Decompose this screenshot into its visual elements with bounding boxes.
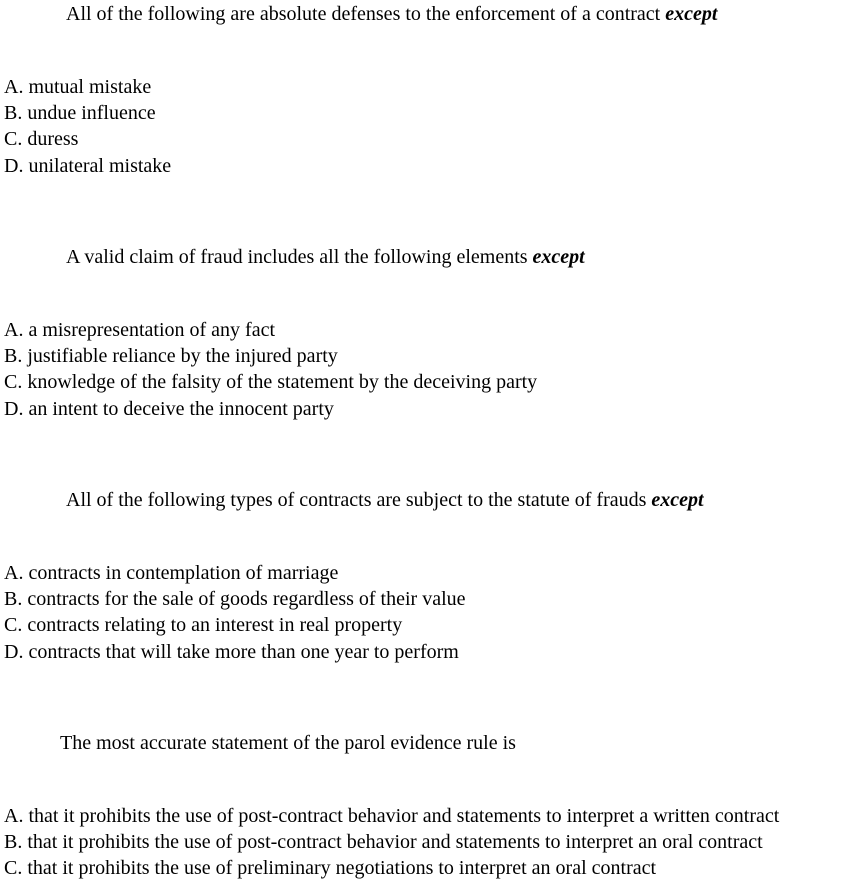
emphasis-except: except (532, 246, 585, 268)
option-d[interactable]: D. contracts that will take more than one year to perform (4, 640, 459, 663)
option-b[interactable]: B. justifiable reliance by the injured party (4, 345, 338, 368)
option-c[interactable]: C. contracts relating to an interest in real property (4, 614, 403, 637)
answer-options (4, 560, 466, 665)
option-a[interactable]: A. a misrepresentation of any fact (4, 319, 276, 341)
answer-options (4, 803, 779, 882)
answer-options (4, 317, 537, 422)
answer-options (4, 74, 171, 179)
option-c[interactable]: C. that it prohibits the use of preliminary negotiations to interpret an oral contract (4, 857, 657, 880)
option-c[interactable]: C. duress (4, 128, 79, 151)
option-d[interactable]: D. unilateral mistake (4, 154, 172, 177)
question-stem: A valid claim of fraud includes all the following elements except (66, 246, 585, 268)
option-b[interactable]: B. contracts for the sale of goods regardless of their value (4, 588, 466, 611)
question-stem: The most accurate statement of the parol evidence rule is (60, 732, 516, 754)
question-stem: All of the following types of contracts are subject to the statute of frauds except (66, 489, 704, 511)
option-a[interactable]: A. contracts in contemplation of marriage (4, 562, 339, 584)
option-b[interactable]: B. undue influence (4, 102, 156, 125)
emphasis-except: except (665, 3, 718, 25)
option-a[interactable]: A. mutual mistake (4, 76, 152, 98)
option-a[interactable]: A. that it prohibits the use of post-contract behavior and statements to interpret a written contract (4, 805, 780, 827)
emphasis-except: except (651, 489, 704, 511)
option-b[interactable]: B. that it prohibits the use of post-contract behavior and statements to interpret an oral contract (4, 831, 763, 854)
question-stem: All of the following are absolute defenses to the enforcement of a contract except (66, 3, 718, 25)
option-d[interactable]: D. an intent to deceive the innocent party (4, 397, 334, 420)
option-c[interactable]: C. knowledge of the falsity of the statement by the deceiving party (4, 371, 538, 394)
